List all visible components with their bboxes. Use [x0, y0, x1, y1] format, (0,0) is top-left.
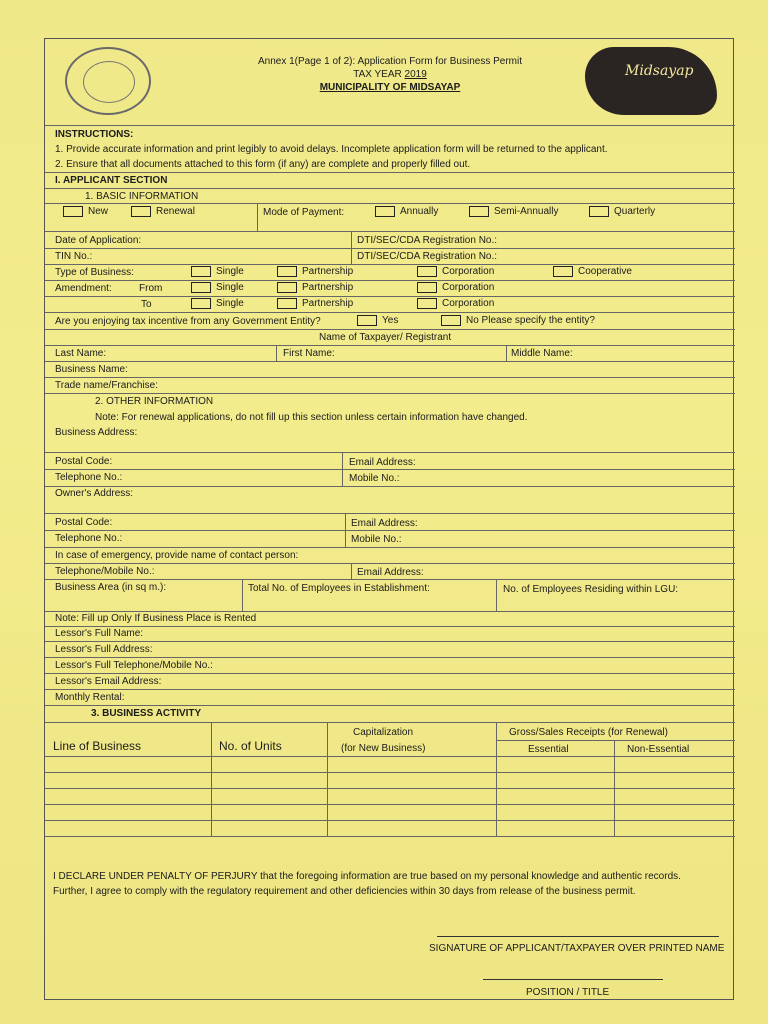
lessor-phone-field[interactable]: Lessor's Full Telephone/Mobile No.:: [55, 660, 213, 671]
business-activity-title: 3. BUSINESS ACTIVITY: [91, 708, 202, 719]
renewal-checkbox[interactable]: Renewal: [131, 206, 195, 217]
type-partnership-checkbox[interactable]: Partnership: [277, 266, 353, 277]
employees-residing-field[interactable]: No. of Employees Residing within LGU:: [503, 584, 679, 595]
business-area-field[interactable]: Business Area (in sq m.):: [55, 582, 167, 593]
municipality: MUNICIPALITY OF MIDSAYAP: [319, 82, 461, 93]
dti-registration-field[interactable]: DTI/SEC/CDA Registration No.:: [357, 235, 498, 246]
tin-field[interactable]: TIN No.:: [55, 251, 93, 262]
to-single-checkbox[interactable]: Single: [191, 298, 244, 309]
basic-info-title: 1. BASIC INFORMATION: [85, 191, 199, 202]
new-checkbox[interactable]: New: [63, 206, 108, 217]
telephone-field[interactable]: Telephone No.:: [55, 472, 123, 483]
tel-mobile-field[interactable]: Telephone/Mobile No.:: [55, 566, 155, 577]
tax-year-label: TAX YEAR: [353, 69, 402, 80]
applicant-section: I. APPLICANT SECTION: [55, 175, 168, 186]
essential-header: Essential: [528, 744, 569, 755]
signature-line[interactable]: SIGNATURE OF APPLICANT/TAXPAYER OVER PRINTED NAME: [429, 943, 725, 954]
first-name-field[interactable]: First Name:: [283, 348, 335, 359]
other-info-title: 2. OTHER INFORMATION: [95, 396, 214, 407]
email-address-field[interactable]: Email Address:: [349, 457, 416, 468]
postal-code-field[interactable]: Postal Code:: [55, 456, 113, 467]
amendment-label: Amendment:: [55, 283, 112, 294]
middle-name-field[interactable]: Middle Name:: [511, 348, 573, 359]
annex-title: Annex 1(Page 1 of 2): Application Form for Business Permit: [257, 56, 522, 67]
declaration-line-2: Further, I agree to comply with the regulatory requirement and other deficiencies within 30 days from release of the business permit.: [53, 886, 636, 897]
amendment-from-label: From: [139, 283, 163, 294]
name-of-taxpayer-heading: Name of Taxpayer/ Registrant: [319, 332, 452, 343]
business-name-field[interactable]: Business Name:: [55, 364, 128, 375]
application-form: [44, 38, 734, 1000]
type-single-checkbox[interactable]: Single: [191, 266, 244, 277]
tax-year: 2019: [404, 69, 427, 80]
owner-address-field[interactable]: Owner's Address:: [55, 488, 134, 499]
lessor-name-field[interactable]: Lessor's Full Name:: [55, 628, 144, 639]
lessor-email-field[interactable]: Lessor's Email Address:: [55, 676, 162, 687]
no-of-units-header: No. of Units: [219, 739, 282, 753]
instruction-2: 2. Ensure that all documents attached to this form (if any) are complete and properly filled out.: [55, 159, 471, 170]
business-address-field[interactable]: Business Address:: [55, 427, 138, 438]
capitalization-header: Capitalization: [353, 727, 414, 738]
to-partnership-checkbox[interactable]: Partnership: [277, 298, 353, 309]
email-address-field-2[interactable]: Email Address:: [351, 518, 418, 529]
renewal-note: Note: For renewal applications, do not fill up this section unless certain information have changed.: [95, 412, 528, 423]
to-corporation-checkbox[interactable]: Corporation: [417, 298, 494, 309]
capitalization-subheader: (for New Business): [341, 743, 426, 754]
postal-code-field-2[interactable]: Postal Code:: [55, 517, 113, 528]
email-address-field-3[interactable]: Email Address:: [357, 567, 424, 578]
from-corporation-checkbox[interactable]: Corporation: [417, 282, 494, 293]
date-of-application-field[interactable]: Date of Application:: [55, 235, 142, 246]
incentive-no-checkbox[interactable]: No Please specify the entity?: [441, 315, 595, 326]
instruction-1: 1. Provide accurate information and print legibly to avoid delays. Incomplete application form will be returned to the applicant.: [55, 144, 608, 155]
type-corporation-checkbox[interactable]: Corporation: [417, 266, 494, 277]
tax-incentive-question: Are you enjoying tax incentive from any Government Entity?: [55, 316, 321, 327]
line-of-business-header: Line of Business: [53, 739, 142, 753]
amendment-to-label: To: [141, 299, 152, 310]
instructions-title: INSTRUCTIONS:: [55, 129, 134, 140]
type-cooperative-checkbox[interactable]: Cooperative: [553, 266, 632, 277]
non-essential-header: Non-Essential: [627, 744, 690, 755]
last-name-field[interactable]: Last Name:: [55, 348, 107, 359]
form-header: [45, 55, 735, 94]
mode-of-payment-label: Mode of Payment:: [263, 207, 345, 218]
monthly-rental-field[interactable]: Monthly Rental:: [55, 692, 125, 703]
total-employees-field[interactable]: Total No. of Employees in Establishment:: [248, 583, 430, 594]
position-title-line[interactable]: POSITION / TITLE: [526, 987, 610, 998]
semi-annually-checkbox[interactable]: Semi-Annually: [469, 206, 558, 217]
declaration-line-1: I DECLARE UNDER PENALTY OF PERJURY that the foregoing information are true based on my personal knowledge and authentic records.: [53, 871, 681, 882]
trade-name-field[interactable]: Trade name/Franchise:: [55, 380, 159, 391]
rented-note: Note: Fill up Only If Business Place is Rented: [55, 613, 257, 624]
quarterly-checkbox[interactable]: Quarterly: [589, 206, 655, 217]
telephone-field-2[interactable]: Telephone No.:: [55, 533, 123, 544]
from-partnership-checkbox[interactable]: Partnership: [277, 282, 353, 293]
midsayap-logo: Midsayap: [585, 47, 717, 115]
from-single-checkbox[interactable]: Single: [191, 282, 244, 293]
type-of-business-label: Type of Business:: [55, 267, 134, 278]
incentive-yes-checkbox[interactable]: Yes: [357, 315, 398, 326]
emergency-contact-field[interactable]: In case of emergency, provide name of contact person:: [55, 550, 299, 561]
mobile-field[interactable]: Mobile No.:: [349, 473, 400, 484]
lessor-address-field[interactable]: Lessor's Full Address:: [55, 644, 153, 655]
dti-registration-field-2[interactable]: DTI/SEC/CDA Registration No.:: [357, 251, 498, 262]
gross-sales-header: Gross/Sales Receipts (for Renewal): [509, 727, 668, 738]
mobile-field-2[interactable]: Mobile No.:: [351, 534, 402, 545]
annually-checkbox[interactable]: Annually: [375, 206, 438, 217]
